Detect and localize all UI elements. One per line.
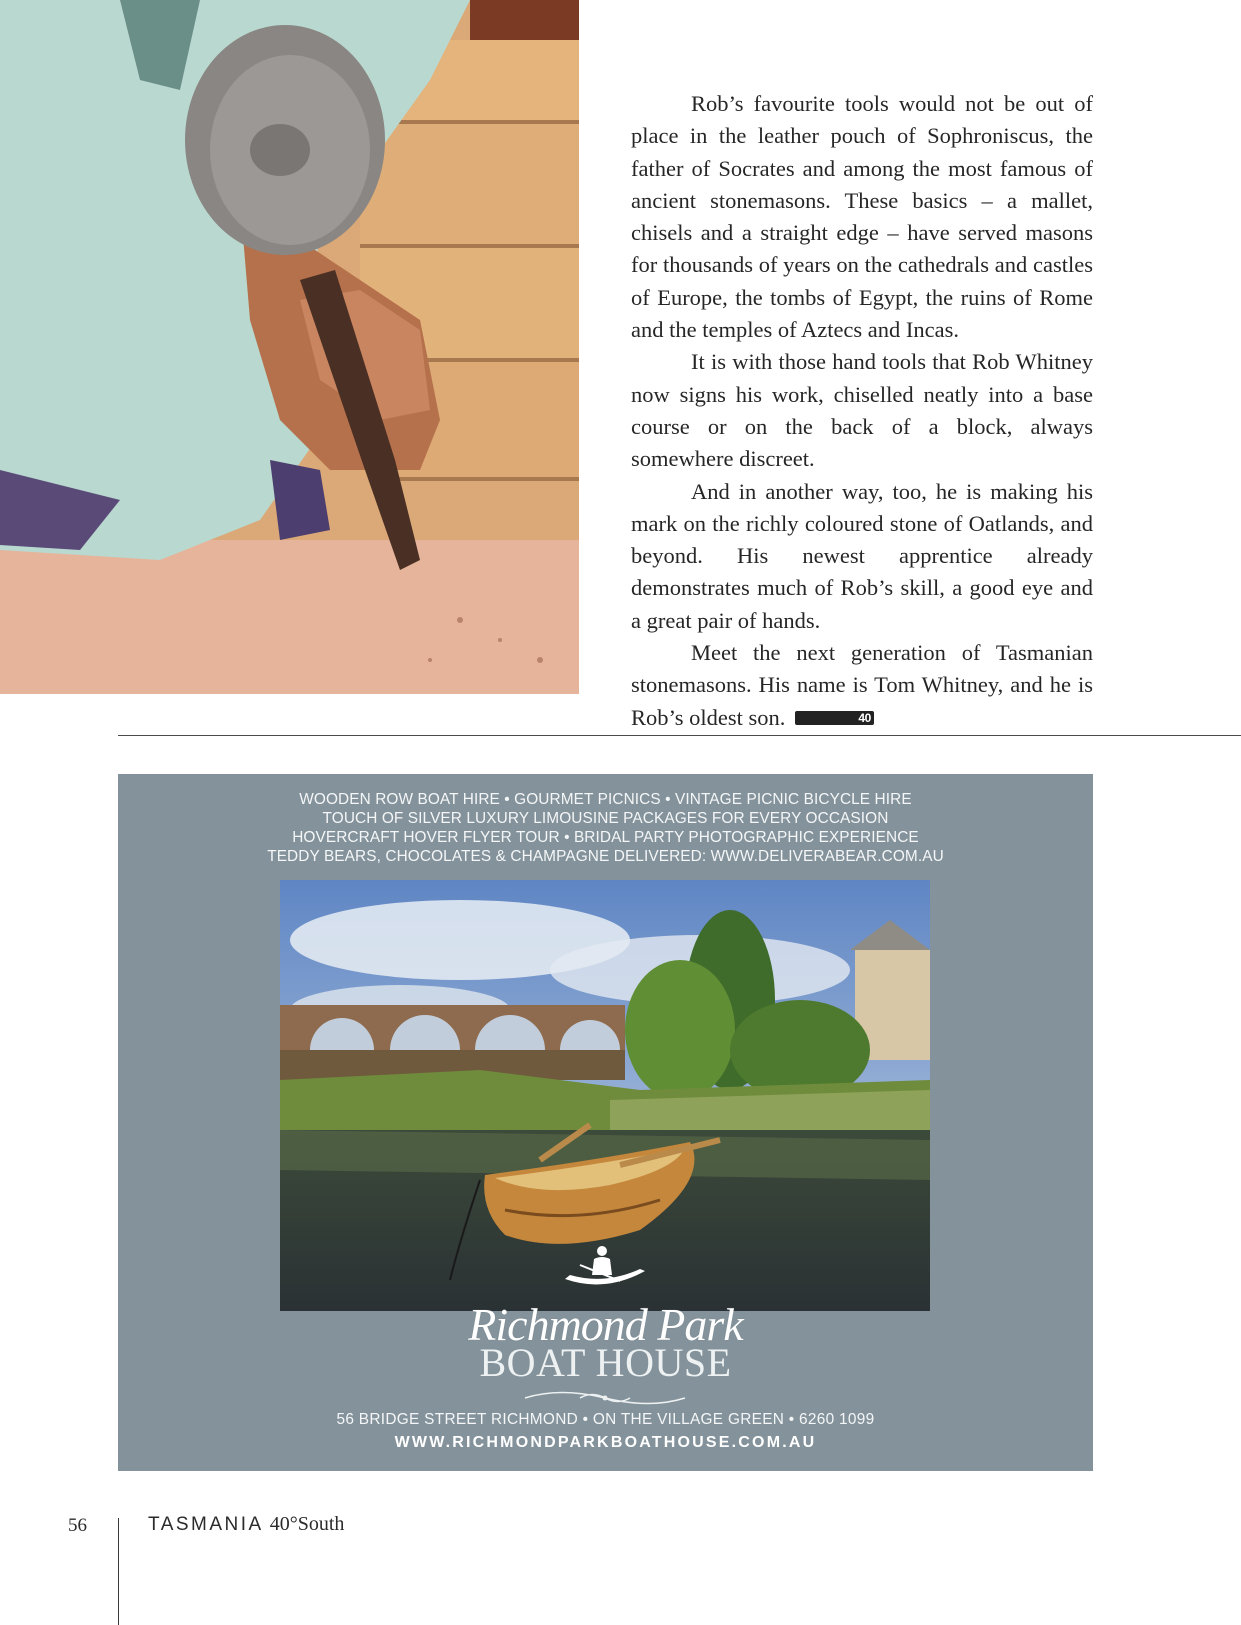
ad-service-line: WOODEN ROW BOAT HIRE • GOURMET PICNICS • VINTAGE PICNIC BICYCLE HIRE: [299, 791, 912, 808]
ad-website-link[interactable]: WWW.RICHMONDPARKBOATHOUSE.COM.AU: [394, 1434, 817, 1451]
article-paragraph-3: And in another way, too, he is making his mark on the richly coloured stone of Oatlands, and beyond. His newest apprentice already demonstrates much of Rob’s skill, a good eye and a great pair of hands.: [631, 478, 1093, 633]
footer-divider: [118, 1518, 119, 1625]
boathouse-advertisement: [118, 774, 1093, 1471]
ad-service-line: TEDDY BEARS, CHOCOLATES & CHAMPAGNE DELIVERED: WWW.DELIVERABEAR.COM.AU: [267, 848, 944, 865]
stonemason-photo: [0, 0, 579, 694]
section-divider: [118, 735, 1241, 736]
article-paragraph-4: [631, 637, 1093, 734]
article-paragraph-2: It is with those hand tools that Rob Whitney now signs his work, chiselled neatly into a base course or on the back of a block, always somewhere discreet.: [631, 349, 1093, 472]
magazine-suffix: 40°South: [269, 1513, 345, 1535]
magazine-title: [148, 1513, 344, 1536]
article-body: [631, 88, 1093, 734]
magazine-name: TASMANIA: [148, 1514, 264, 1535]
logo-script-text: Richmond Park: [468, 1299, 743, 1350]
ad-service-line: HOVERCRAFT HOVER FLYER TOUR • BRIDAL PARTY PHOTOGRAPHIC EXPERIENCE: [292, 829, 919, 846]
ad-service-line: TOUCH OF SILVER LUXURY LIMOUSINE PACKAGES FOR EVERY OCCASION: [322, 810, 889, 827]
article-paragraph-1: Rob’s favourite tools would not be out of place in the leather pouch of Sophroniscus, the father of Socrates and among the most famous of ancient stonemasons. These basics – a mallet, chisels and a straight edge – have served masons for thousands of years on the cathedrals and castles of Europe, the tombs of Egypt, the ruins of Rome and the temples of Aztecs and Incas.: [631, 91, 1093, 343]
logo-main-text: BOAT HOUSE: [479, 1340, 732, 1385]
article-paragraph-4-text: Meet the next generation of Tasmanian stonemasons. His name is Tom Whitney, and he is Rob’s oldest son.: [631, 640, 1093, 730]
flourish-ornament-icon: [520, 1387, 690, 1409]
boathouse-logo: [118, 1241, 1093, 1391]
end-mark-icon: 40: [795, 711, 873, 725]
ad-address: 56 BRIDGE STREET RICHMOND • ON THE VILLAGE GREEN • 6260 1099: [336, 1411, 875, 1428]
rowboat-icon: [560, 1241, 650, 1301]
page-number: 56: [68, 1515, 87, 1536]
ad-services-list: [118, 790, 1093, 866]
